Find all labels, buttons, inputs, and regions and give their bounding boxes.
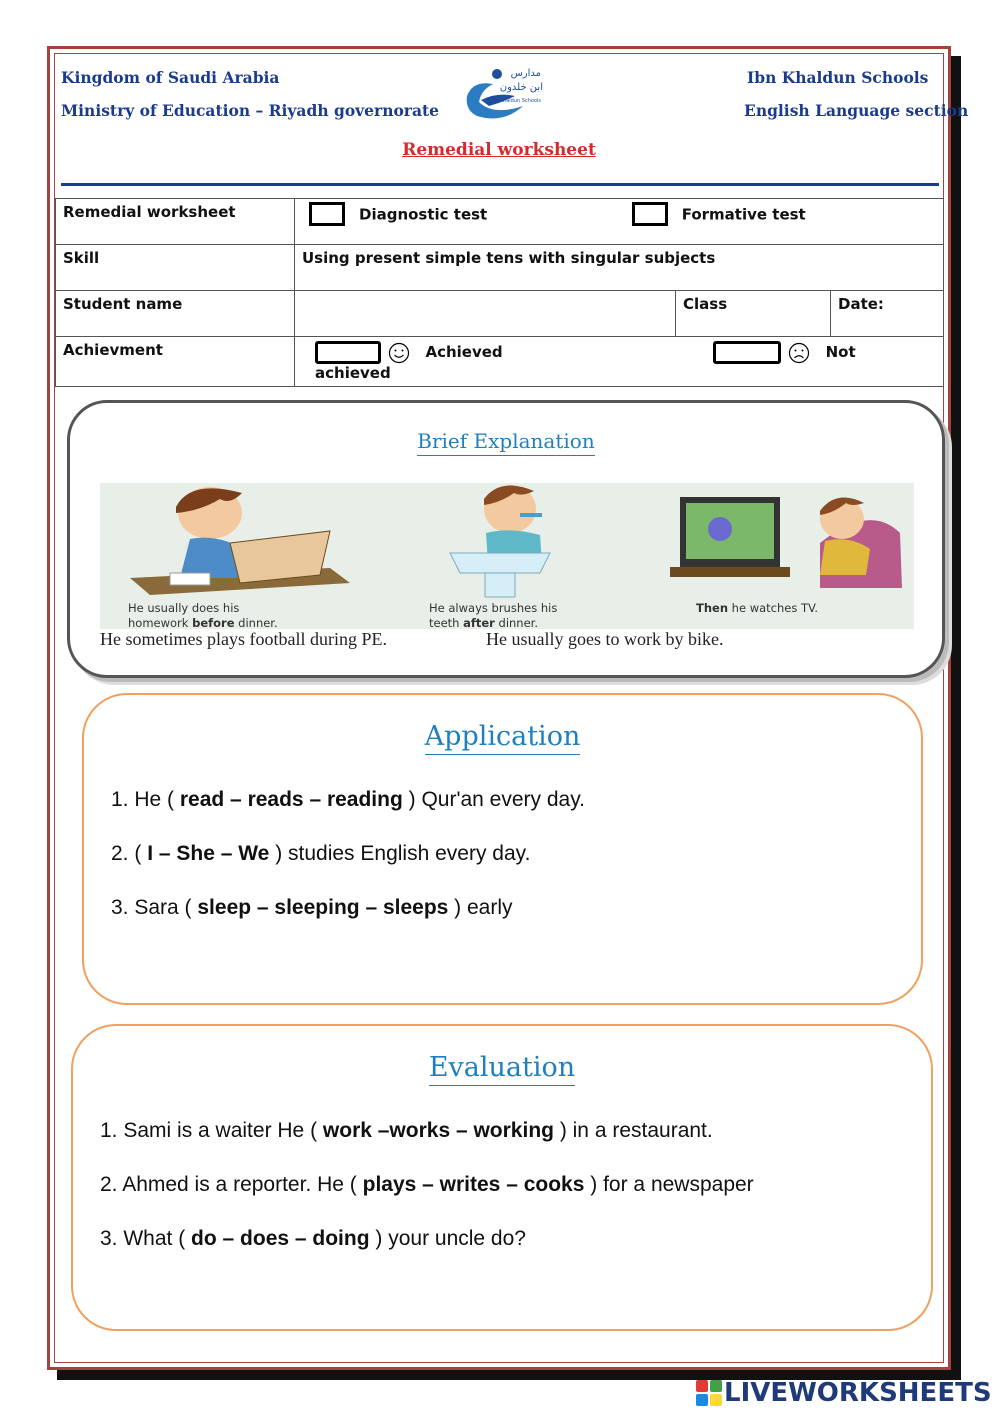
application-title	[84, 721, 921, 752]
caption-brushing-post: dinner.	[494, 616, 538, 630]
header-divider	[61, 183, 939, 186]
liveworksheets-brand: LIVEWORKSHEETS	[724, 1378, 992, 1408]
sad-face-icon	[788, 342, 810, 364]
brief-sentence-bike: He usually goes to work by bike.	[486, 629, 724, 649]
caption-tv-bold: Then	[696, 601, 729, 615]
caption-tv	[696, 601, 818, 616]
q2-post: ) studies English every day.	[269, 842, 531, 865]
skill-label: Skill	[63, 249, 100, 267]
caption-tv-post: he watches TV.	[728, 601, 819, 615]
header-kingdom: Kingdom of Saudi Arabia	[61, 68, 280, 87]
evaluation-question-2[interactable]	[100, 1173, 754, 1197]
evaluation-title	[73, 1052, 931, 1083]
logo-english: Ibn Khaldun Schools	[490, 98, 541, 104]
diagnostic-label: Diagnostic test	[359, 205, 488, 224]
liveworksheets-logo[interactable]	[696, 1377, 992, 1409]
worksheet-title-text: Remedial worksheet	[402, 140, 596, 160]
caption-brushing-line2-pre: teeth	[429, 616, 464, 630]
evaluation-title-text: Evaluation	[429, 1052, 575, 1086]
logo-arabic-line1: مدارس	[510, 68, 541, 79]
test-type-cell	[295, 199, 944, 245]
q1-post: ) Qur'an every day.	[402, 788, 586, 811]
e3-options[interactable]: do – does – doing	[191, 1227, 370, 1250]
achieved-label: Achieved	[425, 343, 503, 361]
application-question-2[interactable]	[111, 842, 530, 866]
q1-pre: 1. He (	[111, 788, 180, 811]
skill-value-cell	[295, 245, 944, 291]
application-question-3[interactable]	[111, 896, 513, 920]
school-logo	[463, 66, 553, 122]
type-cell	[56, 199, 295, 245]
caption-homework-line2-pre: homework	[128, 616, 193, 630]
worksheet-title	[55, 140, 943, 160]
liveworksheets-grid-icon	[696, 1380, 722, 1406]
brief-title	[70, 429, 942, 453]
caption-homework-bold: before	[192, 616, 235, 630]
brief-title-text: Brief Explanation	[417, 429, 594, 456]
brief-explanation-box	[67, 400, 945, 678]
q3-pre: 3. Sara (	[111, 896, 198, 919]
caption-brushing-line1: He always brushes his	[429, 601, 558, 615]
application-title-text: Application	[425, 721, 581, 755]
q2-pre: 2. (	[111, 842, 148, 865]
info-row-skill	[56, 245, 944, 291]
e2-post: ) for a newspaper	[584, 1173, 754, 1196]
diagnostic-checkbox[interactable]	[309, 202, 345, 226]
e3-post: ) your uncle do?	[369, 1227, 526, 1250]
e2-pre: 2. Ahmed is a reporter. He (	[100, 1173, 363, 1196]
student-name-label: Student name	[63, 295, 183, 313]
achievement-label-cell	[56, 337, 295, 387]
evaluation-question-3[interactable]	[100, 1227, 526, 1251]
caption-brushing-bold: after	[463, 616, 495, 630]
not-achieved-label: Not achieved	[315, 343, 856, 382]
worksheet-inner-border	[54, 53, 969, 1363]
smiley-face-icon	[388, 342, 410, 364]
info-table	[55, 198, 944, 387]
e3-pre: 3. What (	[100, 1227, 192, 1250]
logo-arabic-line2: ابن خلدون	[499, 82, 543, 93]
brushing-teeth-illustration	[430, 483, 590, 603]
info-row-type	[56, 199, 944, 245]
q1-options[interactable]: read – reads – reading	[179, 788, 403, 811]
date-label: Date:	[838, 295, 884, 313]
watching-tv-illustration	[670, 483, 910, 603]
caption-brushing	[429, 601, 557, 631]
not-achieved-checkbox[interactable]	[713, 341, 781, 364]
type-label: Remedial worksheet	[63, 203, 236, 221]
homework-illustration	[130, 483, 370, 603]
worksheet-page	[47, 46, 969, 1370]
info-row-student	[56, 291, 944, 337]
header-section: English Language section	[744, 101, 969, 120]
caption-homework-post: dinner.	[234, 616, 278, 630]
date-cell[interactable]	[831, 291, 944, 337]
formative-label: Formative test	[681, 205, 806, 224]
illustration-strip	[100, 483, 914, 629]
e2-options[interactable]: plays – writes – cooks	[362, 1173, 585, 1196]
class-cell[interactable]	[676, 291, 831, 337]
student-name-field[interactable]	[295, 291, 676, 337]
e1-post: ) in a restaurant.	[553, 1119, 713, 1142]
q2-options[interactable]: I – She – We	[147, 842, 270, 865]
brief-sentence-football: He sometimes plays football during PE.	[100, 629, 387, 649]
achievement-options-cell	[295, 337, 944, 387]
evaluation-box	[71, 1024, 933, 1331]
application-box	[82, 693, 923, 1005]
achievement-label: Achievment	[63, 341, 163, 359]
application-question-1[interactable]	[111, 788, 585, 812]
formative-checkbox[interactable]	[632, 202, 668, 226]
skill-value: Using present simple tens with singular subjects	[302, 249, 716, 267]
q3-post: ) early	[448, 896, 513, 919]
header-ministry: Ministry of Education – Riyadh governorate	[61, 101, 440, 120]
e1-pre: 1. Sami is a waiter He (	[100, 1119, 323, 1142]
achieved-checkbox[interactable]	[315, 341, 381, 364]
header-school: Ibn Khaldun Schools	[747, 68, 929, 87]
evaluation-question-1[interactable]	[100, 1119, 713, 1143]
student-name-label-cell	[56, 291, 295, 337]
caption-homework	[128, 601, 278, 631]
caption-homework-line1: He usually does his	[128, 601, 240, 615]
e1-options[interactable]: work –works – working	[322, 1119, 554, 1142]
info-row-achievement	[56, 337, 944, 387]
skill-label-cell	[56, 245, 295, 291]
class-label: Class	[683, 295, 728, 313]
q3-options[interactable]: sleep – sleeping – sleeps	[197, 896, 449, 919]
